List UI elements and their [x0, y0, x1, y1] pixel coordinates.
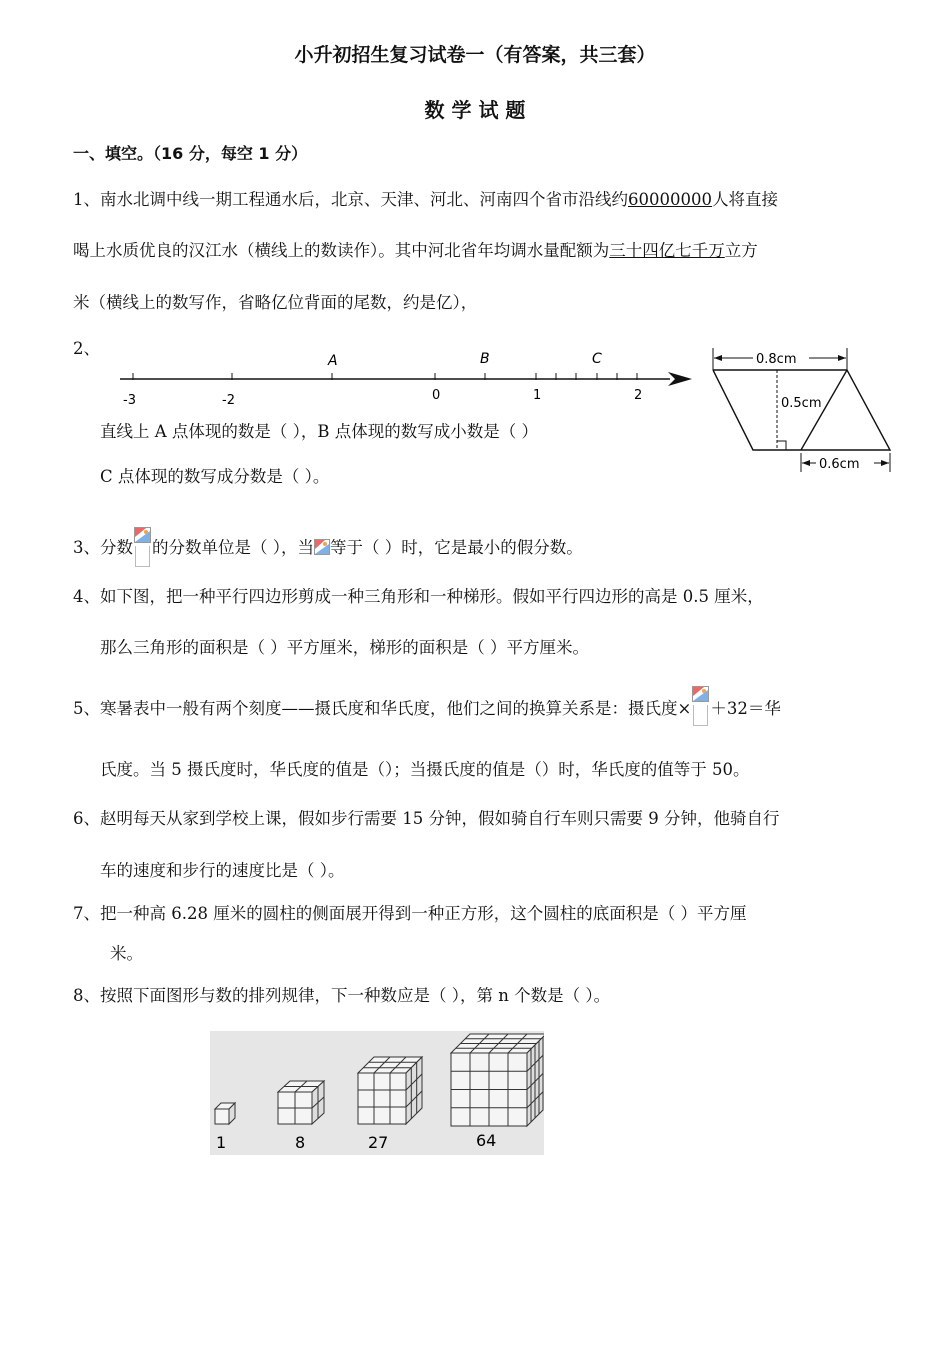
q2-number: 2、	[73, 339, 100, 358]
q6-line2: 车的速度和步行的速度比是（ ）。	[100, 861, 345, 880]
q3-line: 3、分数 的分数单位是（ ），当 等于（ ）时，它是最小的假分数。	[73, 527, 583, 567]
point-label-b: B	[480, 351, 490, 367]
q4-line2: 那么三角形的面积是（ ）平方厘米，梯形的面积是（ ）平方厘米。	[100, 638, 589, 657]
broken-fraction-image	[134, 527, 151, 567]
q1-underlined-amount: 三十四亿七千万	[609, 241, 725, 260]
point-label-a: A	[328, 353, 338, 369]
section-heading: 一、填空。（16 分，每空 1 分）	[73, 144, 308, 163]
page-subtitle: 数 学 试 题	[424, 98, 526, 122]
tick-label: 2	[634, 388, 643, 403]
q7-line1: 7、把一种高 6.28 厘米的圆柱的侧面展开得到一种正方形，这个圆柱的底面积是（ ）平方厘	[73, 904, 747, 923]
height-label: 0.5cm	[781, 396, 822, 411]
cube-27	[358, 1057, 422, 1124]
q1-number: 60000000	[628, 190, 712, 209]
cube-label: 8	[295, 1133, 306, 1152]
tick-label: 1	[533, 388, 542, 403]
q1-line1: 1、南水北调中线一期工程通水后，北京、天津、河北、河南四个省市沿线约60000000人将直接	[73, 190, 778, 209]
broken-image-icon	[314, 539, 330, 555]
cube-label: 64	[476, 1131, 497, 1150]
cube-64	[451, 1034, 544, 1126]
cube-8	[278, 1081, 324, 1124]
tick-label: -3	[123, 393, 136, 408]
tick-label: 0	[432, 388, 441, 403]
q8-line1: 8、按照下面图形与数的排列规律，下一种数应是（ ），第 n 个数是（ ）。	[73, 986, 611, 1005]
cube-pattern-figure	[210, 1031, 544, 1155]
page-title: 小升初招生复习试卷一（有答案，共三套）	[294, 44, 656, 66]
bottom-dimension-label: 0.6cm	[819, 457, 860, 472]
broken-fraction-image	[692, 686, 709, 726]
q1-line3: 米（横线上的数写作，省略亿位背面的尾数，约是亿），	[73, 293, 478, 312]
tick-label: -2	[222, 393, 235, 408]
parallelogram-figure	[705, 346, 905, 476]
cube-label: 27	[368, 1133, 389, 1152]
q7-line2: 米。	[110, 944, 143, 963]
q2-line2: C 点体现的数写成分数是（ ）。	[100, 467, 330, 486]
q2-line1: 直线上 A 点体现的数是（ ），B 点体现的数写成小数是（ ）	[100, 422, 539, 441]
q6-line1: 6、赵明每天从家到学校上课，假如步行需要 15 分钟，假如骑自行车则只需要 9 分钟，他骑自行	[73, 809, 780, 828]
cube-label: 1	[216, 1133, 227, 1152]
q5-line1: 5、寒暑表中一般有两个刻度——摄氏度和华氏度，他们之间的换算关系是：摄氏度× ＋32＝华	[73, 686, 781, 726]
q4-line1: 4、如下图，把一种平行四边形剪成一种三角形和一种梯形。假如平行四边形的高是 0.5 厘米，	[73, 587, 764, 606]
q5-line2: 氏度。当 5 摄氏度时，华氏度的值是（）；当摄氏度的值是（）时，华氏度的值等于 50。	[100, 760, 750, 779]
cube-1	[215, 1103, 235, 1124]
top-dimension-label: 0.8cm	[756, 352, 797, 367]
number-line-arrow	[668, 372, 692, 386]
number-line-figure	[110, 345, 700, 410]
q1-line2: 喝上水质优良的汉江水（横线上的数读作）。其中河北省年均调水量配额为三十四亿七千万立方	[73, 241, 758, 260]
point-label-c: C	[592, 351, 602, 367]
